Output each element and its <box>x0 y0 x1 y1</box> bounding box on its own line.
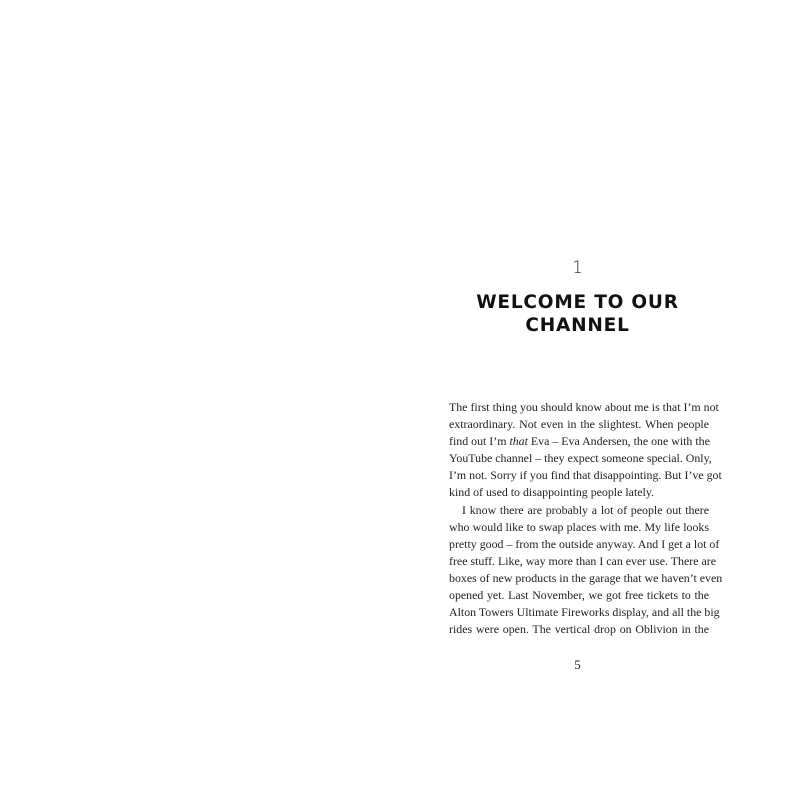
right-page <box>400 0 800 800</box>
text-line: who would like to swap places with me. My life looks <box>449 519 709 534</box>
text-line: boxes of new products in the garage that we haven’t even <box>449 570 723 585</box>
text-line: kind of used to disappointing people lately. <box>449 485 654 500</box>
chapter-title-line-2: CHANNEL <box>525 315 630 336</box>
text-line: The first thing you should know about me is that I’m not <box>449 400 719 414</box>
page-number: 5 <box>574 657 581 672</box>
text-line: pretty good – from the outside anyway. And I get a lot of <box>449 536 720 551</box>
text-line: Alton Towers Ultimate Fireworks display, and all the big <box>449 605 720 620</box>
chapter-number: 1 <box>572 258 583 278</box>
paragraph-1 <box>449 399 722 502</box>
text-line: find out I’m that Eva – Eva Andersen, the one with the <box>449 434 710 449</box>
text-line: free stuff. Like, way more than I can ever use. There are <box>449 553 716 568</box>
italic-that: that <box>509 434 528 449</box>
chapter-title-line-1: WELCOME TO OUR <box>476 292 679 313</box>
text-line: YouTube channel – they expect someone special. Only, <box>449 451 712 466</box>
text-line: opened yet. Last November, we got free tickets to the <box>449 588 709 603</box>
body-text <box>449 399 723 638</box>
text-line: I know there are probably a lot of people out there <box>462 502 709 517</box>
chapter-title <box>400 291 755 337</box>
text-line: extraordinary. Not even in the slightest. When people <box>449 417 709 432</box>
text-line: I’m not. Sorry if you find that disappointing. But I’ve got <box>449 468 722 483</box>
text-line: rides were open. The vertical drop on Oblivion in the <box>449 622 709 637</box>
paragraph-2 <box>449 502 723 639</box>
